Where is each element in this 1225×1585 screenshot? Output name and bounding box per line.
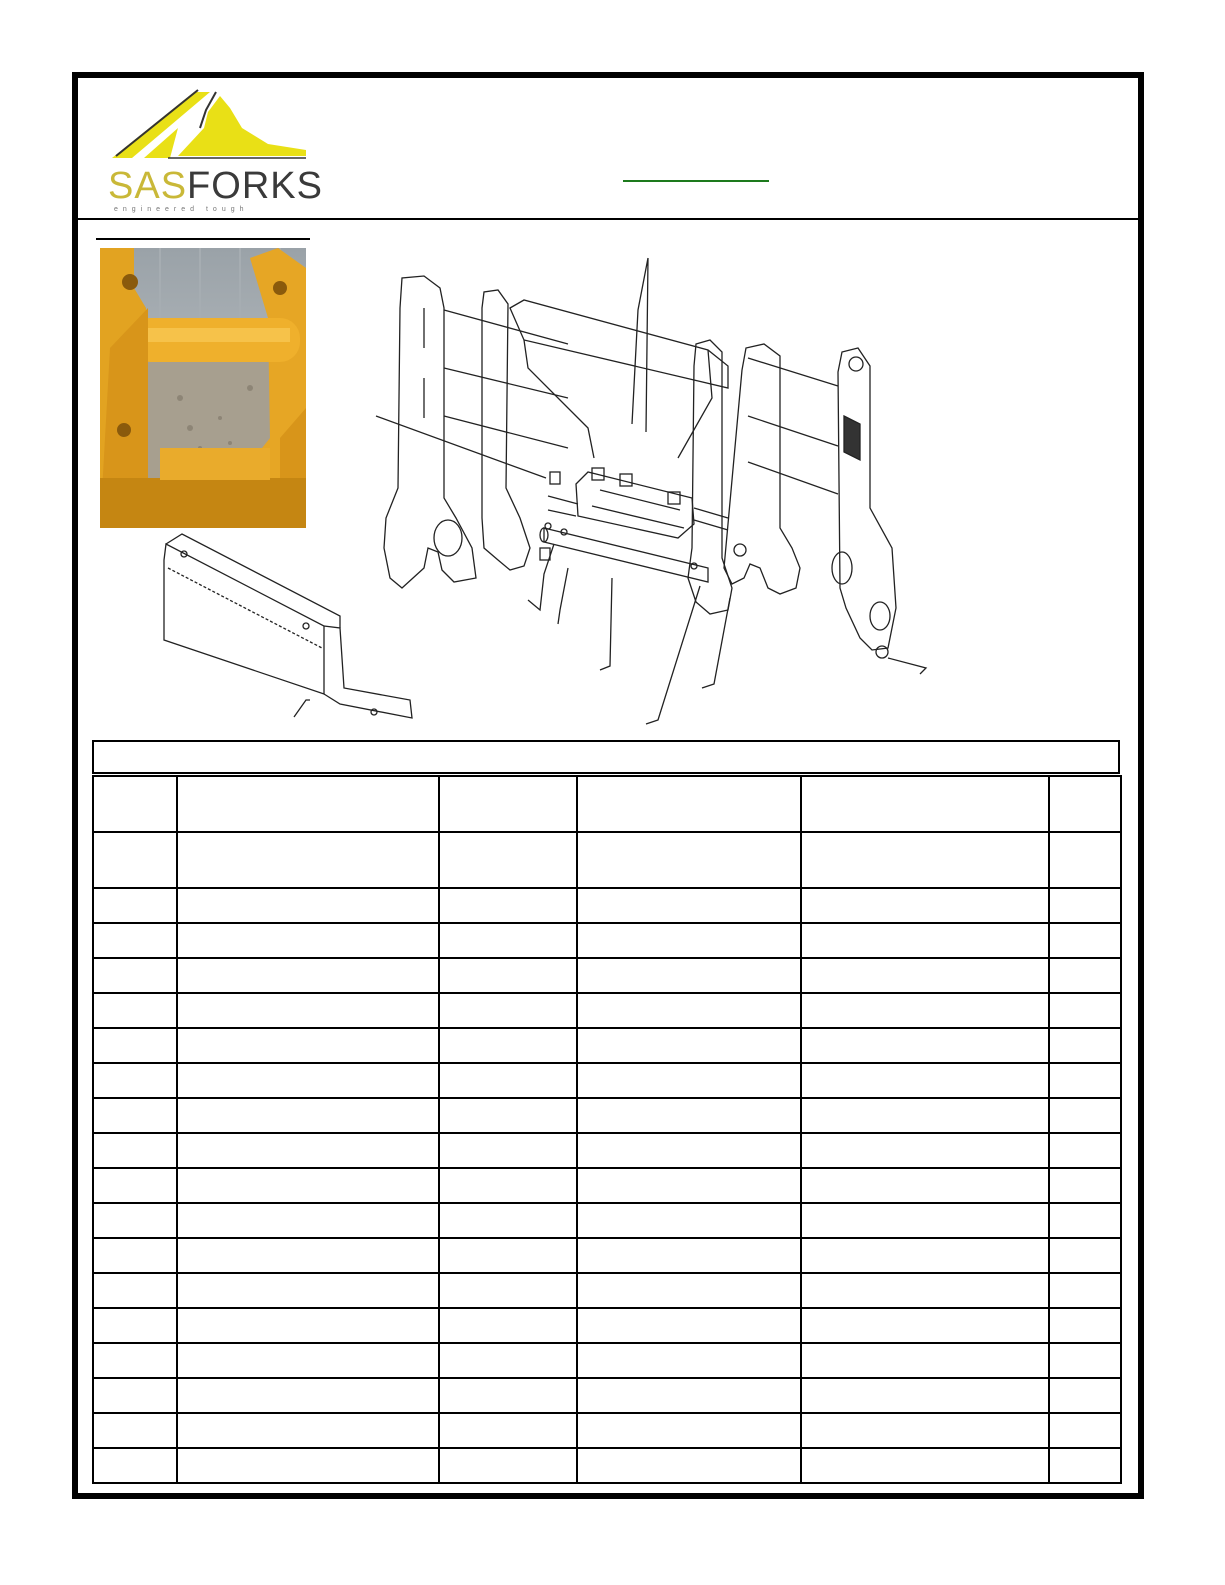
table-row: [93, 1063, 1121, 1098]
header-cell-item: [93, 776, 177, 832]
table-row: [93, 1308, 1121, 1343]
table-row: [93, 888, 1121, 923]
table-row: [93, 1203, 1121, 1238]
table-row: [93, 958, 1121, 993]
header-cell-part: [439, 776, 577, 832]
header-cell-qty: [1049, 776, 1121, 832]
parts-list-table: [92, 775, 1122, 1484]
logo-tagline: engineered tough: [114, 206, 249, 213]
table-row: [93, 1378, 1121, 1413]
logo-mark-icon: [108, 88, 308, 168]
table-subheader-row: [93, 832, 1121, 888]
header-cell-description: [177, 776, 439, 832]
table-row: [93, 1448, 1121, 1483]
table-row: [93, 1238, 1121, 1273]
header-cell-col5: [801, 776, 1049, 832]
table-row: [93, 923, 1121, 958]
sasforks-logo: [108, 88, 323, 214]
header: [78, 78, 1138, 220]
table-row: [93, 1343, 1121, 1378]
title-link-underline[interactable]: [623, 180, 769, 182]
guard-plate-drawing: [164, 534, 412, 718]
photo-caption-underline: [96, 238, 310, 240]
logo-word-forks: FORKS: [187, 165, 323, 207]
parts-table: [92, 740, 1120, 1484]
table-row: [93, 993, 1121, 1028]
assembly-drawing: [148, 248, 1088, 738]
table-row: [93, 1133, 1121, 1168]
table-row: [93, 1413, 1121, 1448]
logo-wordmark: [108, 166, 323, 206]
table-title-bar: [92, 740, 1120, 774]
table-row: [93, 1098, 1121, 1133]
table-row: [93, 1028, 1121, 1063]
page-frame: [72, 72, 1144, 1499]
logo-word-sas: SAS: [108, 165, 188, 207]
header-cell-col4: [577, 776, 801, 832]
table-row: [93, 1168, 1121, 1203]
table-header-row: [93, 776, 1121, 832]
table-row: [93, 1273, 1121, 1308]
